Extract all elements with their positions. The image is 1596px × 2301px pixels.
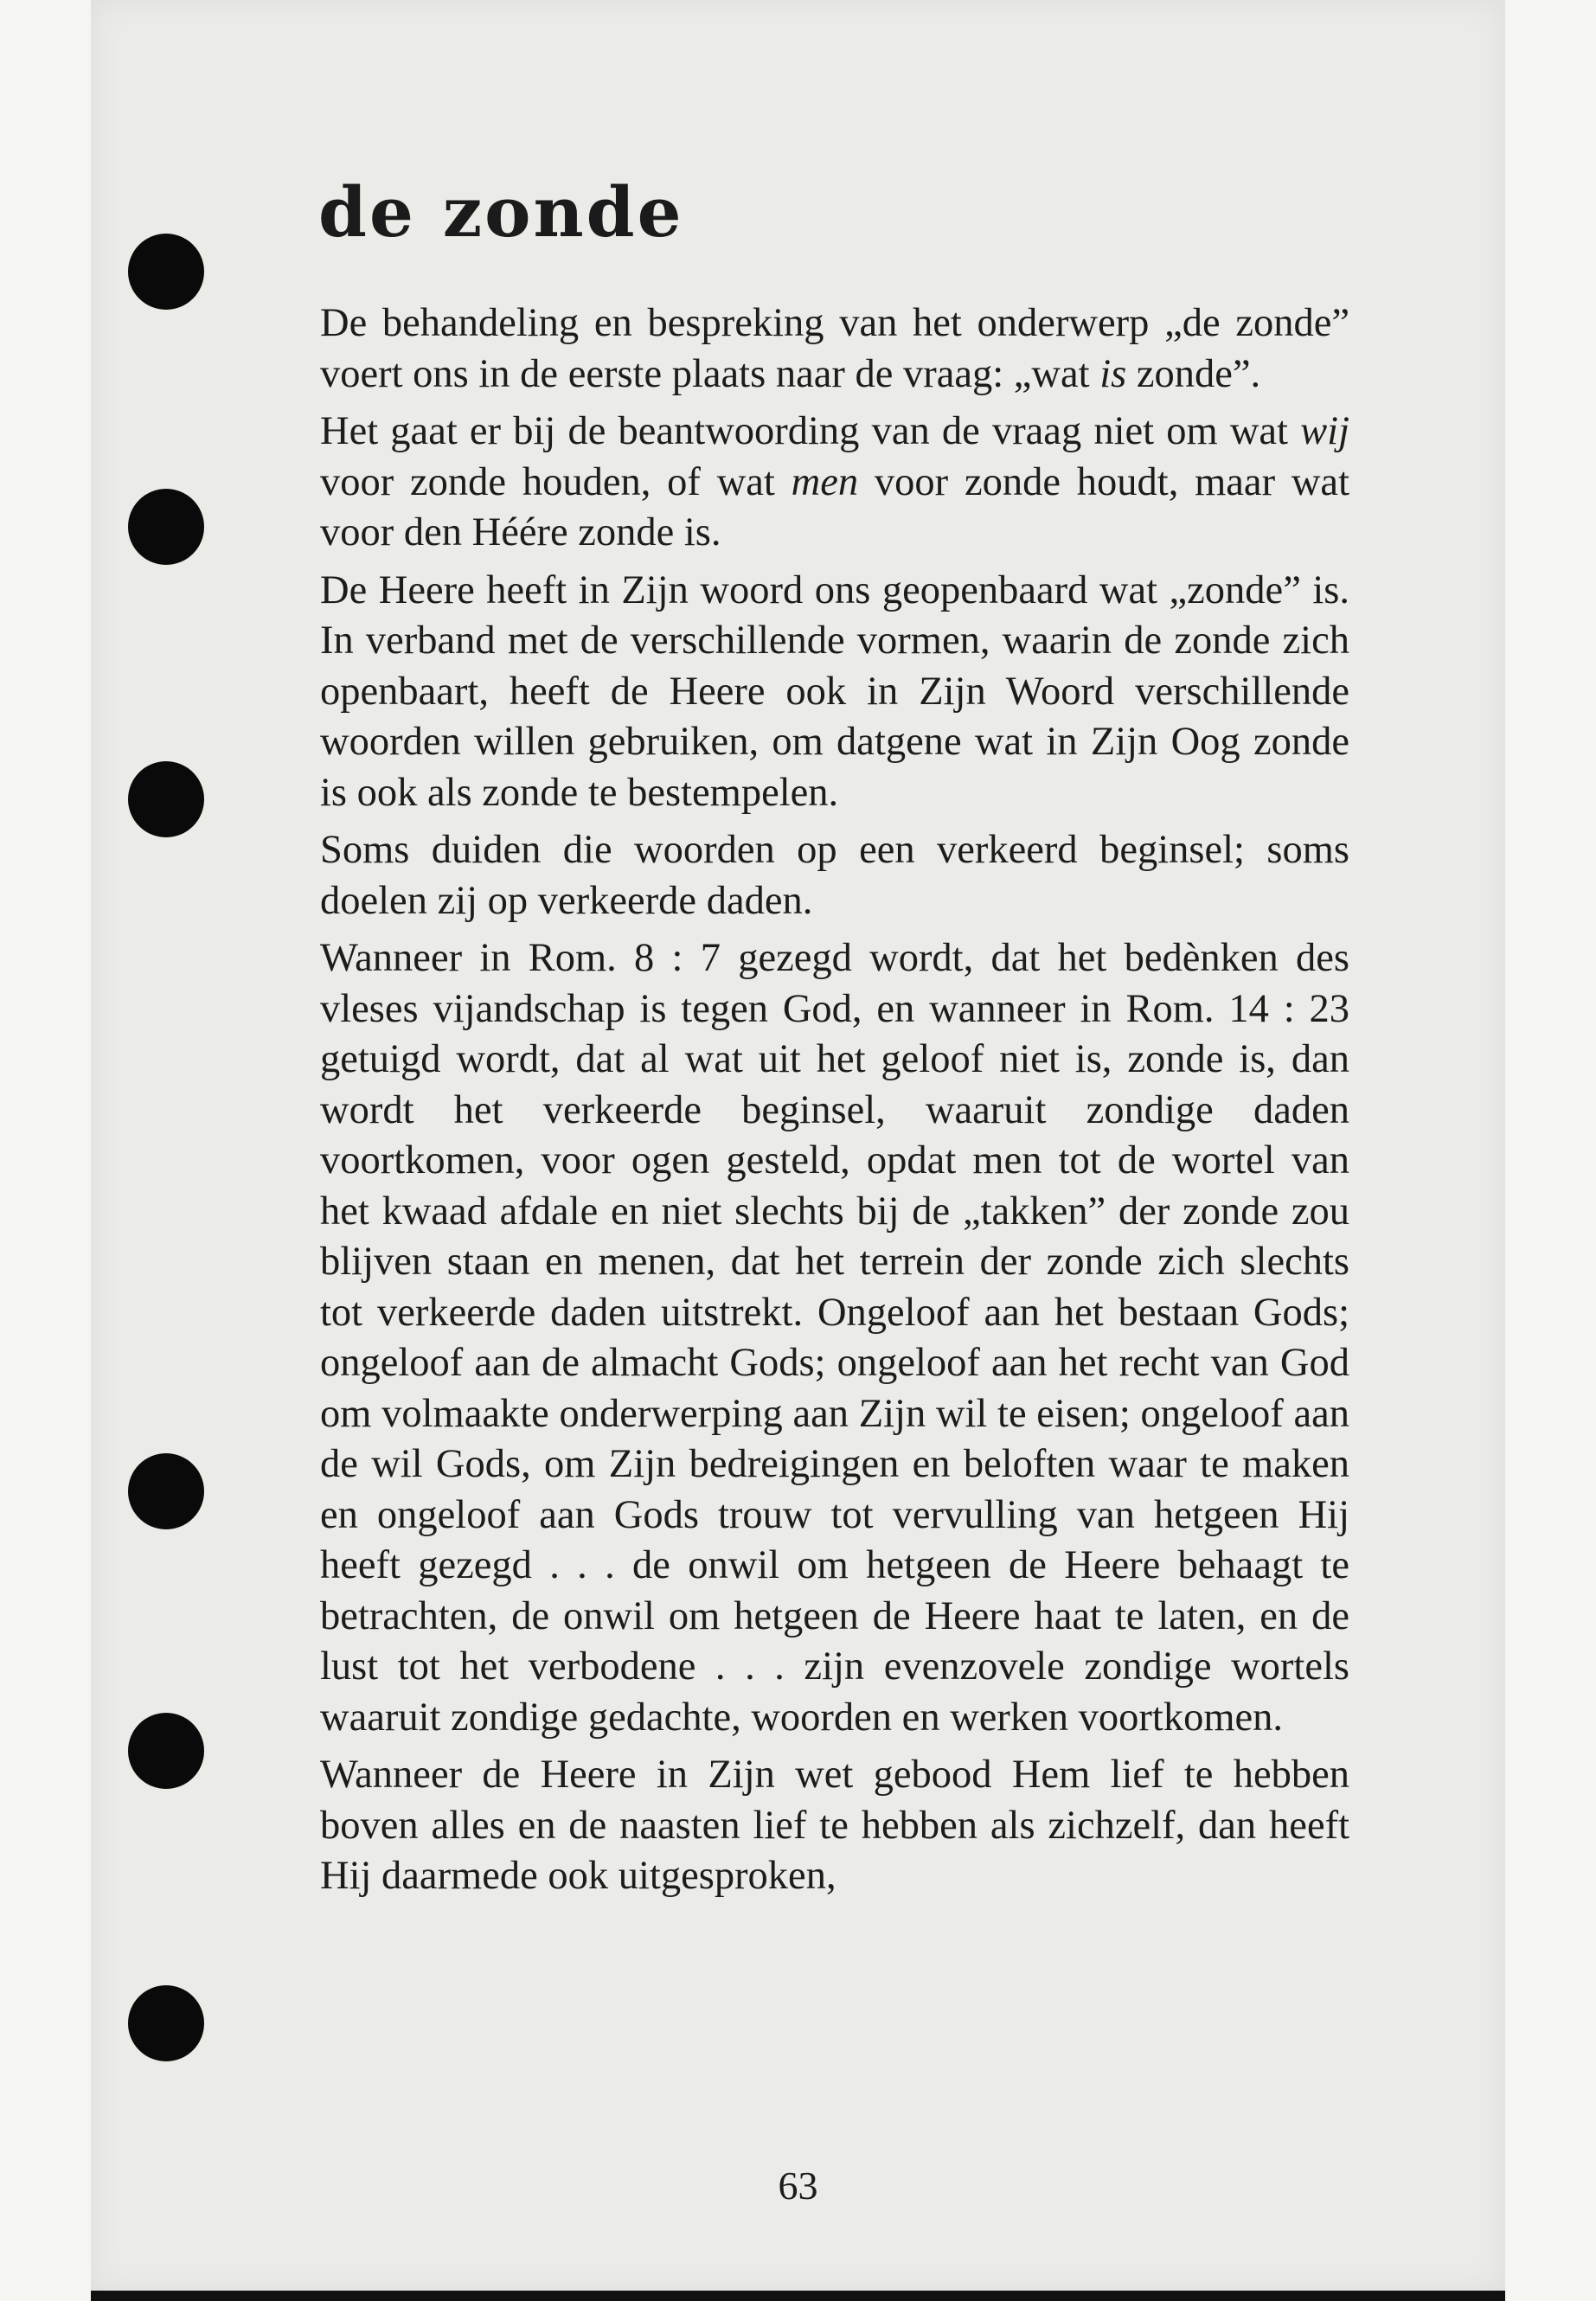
- paragraph: [320, 933, 1349, 1743]
- text-segment: Het gaat er bij de beantwoording van de vraag niet om wat: [320, 409, 1301, 453]
- scan-margin-left: [0, 0, 91, 2301]
- text-segment: Soms duiden die woorden op een verkeerd beginsel; soms doelen zij op verkeerde daden.: [320, 828, 1349, 923]
- binder-hole: [128, 489, 204, 565]
- emphasis-text: wij: [1300, 409, 1349, 453]
- emphasis-text: men: [791, 459, 859, 504]
- page-number: 63: [778, 2163, 818, 2208]
- paragraph: [320, 825, 1349, 926]
- binder-hole: [128, 1985, 204, 2061]
- paragraph: [320, 407, 1349, 559]
- scan-edge-bottom: [91, 2291, 1505, 2301]
- emphasis-text: is: [1099, 351, 1127, 396]
- binder-hole: [128, 1713, 204, 1789]
- text-segment: voor zonde houdt, maar wat voor den Héére zonde is.: [320, 459, 1349, 554]
- text-segment: zonde”.: [1126, 351, 1261, 396]
- text-segment: Wanneer de Heere in Zijn wet gebood Hem lief te hebben boven alles en de naasten lief te hebben als zichzelf, dan heeft Hij daarmede ook uitgesproken,: [320, 1753, 1349, 1898]
- binder-hole: [128, 761, 204, 837]
- binder-hole: [128, 1453, 204, 1529]
- text-segment: voor zonde houden, of wat: [320, 459, 792, 504]
- text-segment: Wanneer in Rom. 8 : 7 gezegd wordt, dat het bedènken des vleses vijandschap is tegen God, en wanneer in Rom. 14 : 23 getuigd wordt, dat al wat uit het geloof niet is, zonde is, dan wordt het verkeerde beginsel, waaruit zondige daden voortkomen, voor ogen gesteld, opdat men tot de wortel van het kwaad afdale en niet slechts bij de „takken” der zonde zou blijven staan en menen, dat het terrein der zonde zich slechts tot verkeerde daden uitstrekt. Ongeloof aan het bestaan Gods; ongeloof aan de almacht Gods; ongeloof aan het recht van God om volmaakte onderwerping aan Zijn wil te eisen; ongeloof aan de wil Gods, om Zijn bedreigingen en beloften waar te maken en ongeloof aan Gods trouw tot vervulling van hetgeen Hij heeft gezegd . . . de onwil om hetgeen de Heere behaagt te betrachten, de onwil om hetgeen de Heere haat te laten, en de lust tot het verbodene . . . zijn evenzovele zondige wortels waaruit zondige gedachte, woorden en werken voortkomen.: [320, 936, 1349, 1740]
- scan-margin-right: [1505, 0, 1596, 2301]
- text-segment: De Heere heeft in Zijn woord ons geopenbaard wat „zonde” is. In verband met de verschillende vormen, waarin de zonde zich openbaart, heeft de Heere ook in Zijn Woord verschillende woorden willen gebruiken, om datgene wat in Zijn Oog zonde is ook als zonde te bestempelen.: [320, 567, 1349, 815]
- paragraph: [320, 566, 1349, 819]
- text-segment: De behandeling en bespreking van het onderwerp „de zonde” voert ons in de eerste plaats naar de vraag: „wat: [320, 301, 1349, 396]
- body-text: [320, 298, 1349, 1909]
- chapter-title: de zonde: [318, 171, 684, 253]
- paragraph: [320, 1750, 1349, 1902]
- paragraph: [320, 298, 1349, 400]
- binder-hole: [128, 234, 204, 310]
